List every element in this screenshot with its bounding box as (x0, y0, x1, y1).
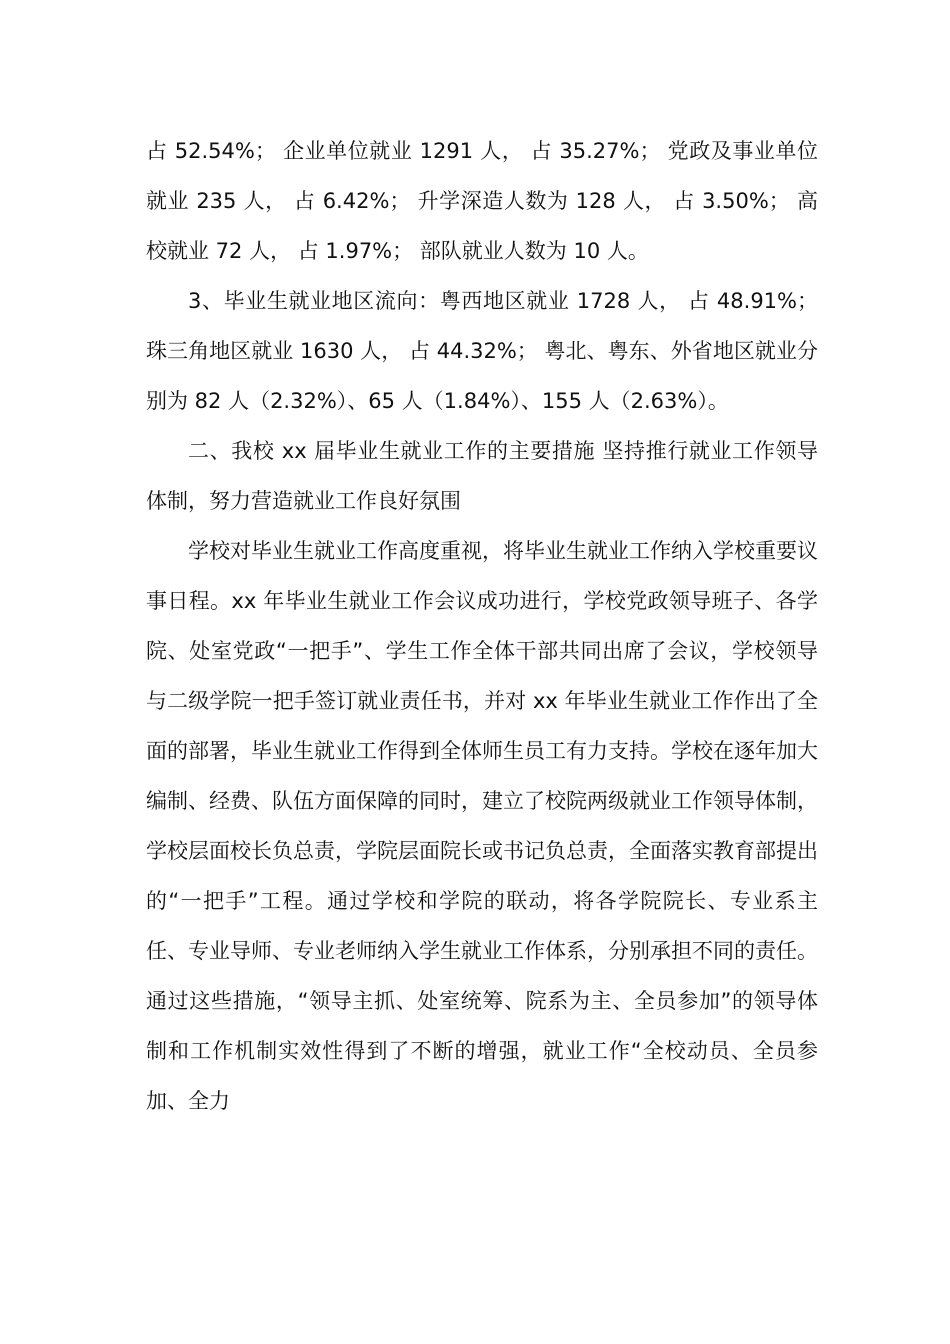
paragraph-employment-types: 占 52.54%； 企业单位就业 1291 人， 占 35.27%； 党政及事业单位就业 235 人， 占 6.42%； 升学深造人数为 128 人， 占 3.50%； 高校就业 72 人， 占 1.97%； 部队就业人数为 10 人。 (146, 139, 818, 263)
document-body (146, 126, 818, 1126)
paragraph-leadership-system: 学校对毕业生就业工作高度重视，将毕业生就业工作纳入学校重要议事日程。xx 年毕业生就业工作会议成功进行，学校党政领导班子、各学院、处室党政“一把手”、学生工作全体干部共同出席了会议，学校领导与二级学院一把手签订就业责任书，并对 xx 年毕业生就业工作作出了全面的部署，毕业生就业工作得到全体师生员工有力支持。学校在逐年加大编制、经费、队伍方面保障的同时，建立了校院两级就业工作领导体制，学校层面校长负总责，学院层面院长或书记负总责，全面落实教育部提出的“一把手”工程。通过学校和学院的联动，将各学院院长、专业系主任、专业导师、专业老师纳入学生就业工作体系，分别承担不同的责任。通过这些措施，“领导主抓、处室统筹、院系为主、全员参加”的领导体制和工作机制实效性得到了不断的增强，就业工作“全校动员、全员参加、全力 (146, 539, 818, 1113)
section-heading-main-measures: 二、我校 xx 届毕业生就业工作的主要措施 坚持推行就业工作领导体制，努力营造就业工作良好氛围 (146, 439, 818, 513)
paragraph-regional-flow: 3、毕业生就业地区流向：粤西地区就业 1728 人， 占 48.91%； 珠三角地区就业 1630 人， 占 44.32%； 粤北、粤东、外省地区就业分别为 82 人（2.32%）、65 人（1.84%）、155 人（2.63%）。 (146, 289, 818, 413)
